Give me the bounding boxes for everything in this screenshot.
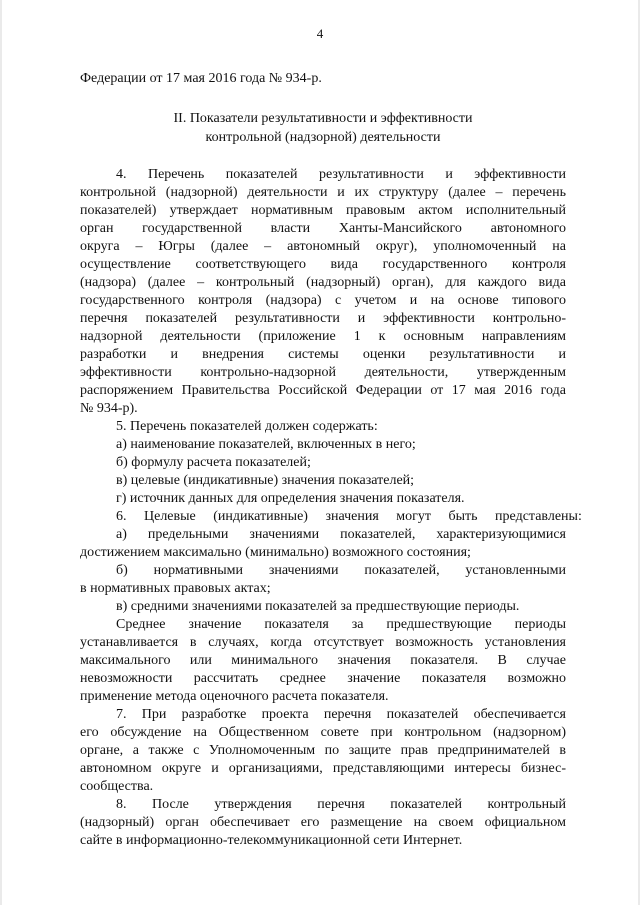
paragraph-line: устанавливается в случаях, когда отсутствует возможность установления xyxy=(80,635,566,650)
paragraph-line: показателей) утверждает нормативным правовым актом исполнительный xyxy=(80,203,566,218)
paragraph-line: разработки и внедрения системы оценки результативности и xyxy=(80,347,566,362)
paragraph-line: орган государственной власти Ханты-Мансийского автономного xyxy=(80,221,566,236)
paragraph-line: Среднее значение показателя за предшествующие периоды xyxy=(116,617,566,632)
paragraph-line: сообщества. xyxy=(80,779,154,794)
paragraph-line: органе, а также с Уполномоченным по защите прав предпринимателей в xyxy=(80,743,566,758)
list-item: а) наименование показателей, включенных в него; xyxy=(116,437,416,452)
paragraph-line: применение метода оценочного расчета показателя. xyxy=(80,689,389,704)
paragraph-line: эффективности контрольно-надзорной деятельности, утвержденным xyxy=(80,365,566,380)
paragraph-line: осуществление соответствующего вида государственного контроля xyxy=(80,257,566,272)
paragraph-line: округа – Югры (далее – автономный округ), уполномоченный на xyxy=(80,239,566,254)
paragraph-line: перечня показателей результативности и эффективности контрольно- xyxy=(80,311,566,326)
section-heading: контрольной (надзорной) деятельности xyxy=(205,130,441,145)
scan-edge-left xyxy=(0,0,2,905)
list-item: а) предельными значениями показателей, характеризующимися xyxy=(116,527,566,542)
continuation-line: Федерации от 17 мая 2016 года № 934-р. xyxy=(80,71,322,86)
paragraph-line: надзорной деятельности (приложение 1 к основным направлениям xyxy=(80,329,566,344)
paragraph-line: достижением максимально (минимально) возможного состояния; xyxy=(80,545,471,560)
paragraph-line: 6. Целевые (индикативные) значения могут быть представлены: xyxy=(116,509,582,524)
paragraph-line: (надзорный) орган обеспечивает его размещение на своем официальном xyxy=(80,815,566,830)
paragraph-line: его обсуждение на Общественном совете при контрольном (надзорном) xyxy=(80,725,566,740)
paragraph-line: невозможности рассчитать среднее значение показателя возможно xyxy=(80,671,566,686)
paragraph-line: контрольной (надзорной) деятельности и их структуру (далее – перечень xyxy=(80,185,566,200)
paragraph-line: 8. После утверждения перечня показателей контрольный xyxy=(116,797,566,812)
paragraph-line: в нормативных правовых актах; xyxy=(80,581,271,596)
paragraph-line: распоряжением Правительства Российской Федерации от 17 мая 2016 года xyxy=(80,383,566,398)
paragraph-line: 7. При разработке проекта перечня показателей обеспечивается xyxy=(116,707,566,722)
paragraph-line: максимального или минимального значения показателя. В случае xyxy=(80,653,566,668)
list-item: в) целевые (индикативные) значения показателей; xyxy=(116,473,415,488)
list-item: в) средними значениями показателей за предшествующие периоды. xyxy=(116,599,520,614)
paragraph-line: № 934-р). xyxy=(80,401,138,416)
section-heading: II. Показатели результативности и эффективности xyxy=(173,111,473,126)
list-item: б) формулу расчета показателей; xyxy=(116,455,311,470)
list-item: г) источник данных для определения значения показателя. xyxy=(116,491,465,506)
paragraph-line: государственного контроля (надзора) с учетом и на основе типового xyxy=(80,293,566,308)
paragraph-line: 5. Перечень показателей должен содержать: xyxy=(116,419,378,434)
page-number: 4 xyxy=(316,26,324,41)
paragraph-line: (надзора) (далее – контрольный (надзорный) орган), для каждого вида xyxy=(80,275,566,290)
paragraph-line: сайте в информационно-телекоммуникационной сети Интернет. xyxy=(80,833,463,848)
paragraph-line: автономном округе и организациями, представляющими интересы бизнес- xyxy=(80,761,566,776)
list-item: б) нормативными значениями показателей, установленными xyxy=(116,563,566,578)
paragraph-line: 4. Перечень показателей результативности и эффективности xyxy=(116,167,566,182)
